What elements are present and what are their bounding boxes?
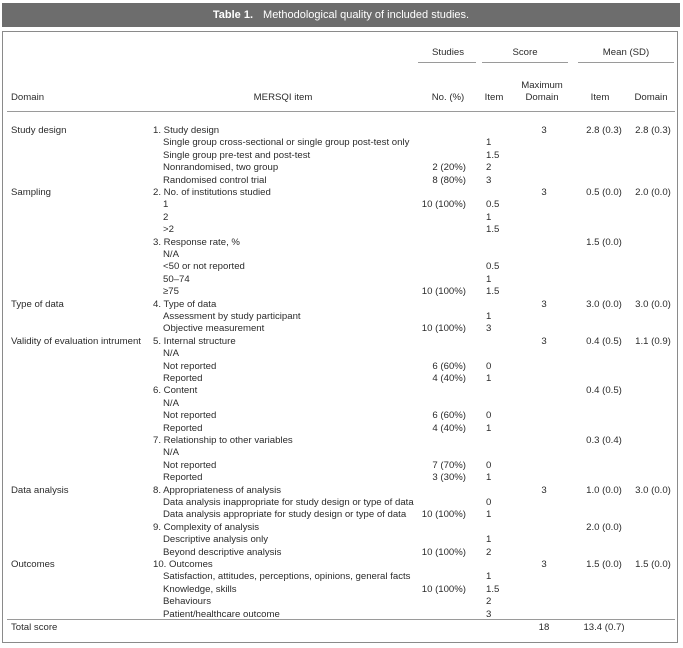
cell-score-item: 1 xyxy=(486,373,492,384)
cell-mean-item: 0.4 (0.5) xyxy=(586,335,622,347)
cell-mersqi-item: Beyond descriptive analysis xyxy=(163,546,282,558)
cell-mean-domain: 1.1 (0.9) xyxy=(635,335,671,347)
cell-mersqi-item: 1 xyxy=(163,199,169,211)
cell-mersqi-item: N/A xyxy=(163,348,179,360)
total-max: 18 xyxy=(538,622,550,633)
cell-score-item: 1 xyxy=(486,472,492,484)
cell-score-item: 1 xyxy=(486,273,492,285)
cell-score-item: 1.5 xyxy=(486,583,500,595)
cell-mean-domain: 3.0 (0.0) xyxy=(635,298,671,310)
cell-score-item: 0.5 xyxy=(486,261,500,273)
cell-mean-item: 1.5 (0.0) xyxy=(586,236,622,248)
cell-score-item: 1.5 xyxy=(486,224,500,236)
cell-no-pct: 10 (100%) xyxy=(421,199,466,211)
cell-max-domain: 3 xyxy=(541,187,547,198)
cell-mersqi-item: 6. Content xyxy=(153,385,198,397)
cell-mersqi-item: Data analysis inappropriate for study design or type of data xyxy=(163,497,414,508)
cell-mersqi-item: 2 xyxy=(163,211,169,223)
header-studies: Studies xyxy=(432,47,464,58)
cell-mean-item: 2.0 (0.0) xyxy=(586,521,622,533)
cell-max-domain: 3 xyxy=(541,298,547,310)
cell-mean-item: 2.8 (0.3) xyxy=(586,125,622,136)
cell-mersqi-item: 5. Internal structure xyxy=(153,335,236,347)
cell-score-item: 1 xyxy=(486,137,492,149)
cell-no-pct: 8 (80%) xyxy=(432,174,466,186)
cell-mersqi-item: Reported xyxy=(163,373,203,384)
cell-no-pct: 10 (100%) xyxy=(421,546,466,558)
table-label: Table 1. xyxy=(212,9,254,21)
cell-score-item: 1 xyxy=(486,571,492,583)
cell-mersqi-item: Satisfaction, attitudes, perceptions, opinions, general facts xyxy=(163,571,411,583)
cell-mersqi-item: 9. Complexity of analysis xyxy=(153,521,260,533)
cell-mean-domain: 3.0 (0.0) xyxy=(635,484,671,496)
cell-no-pct: 10 (100%) xyxy=(421,509,466,521)
cell-mersqi-item: Behaviours xyxy=(163,596,211,608)
cell-score-item: 1 xyxy=(486,509,492,521)
cell-mean-item: 1.0 (0.0) xyxy=(586,484,622,496)
cell-no-pct: 7 (70%) xyxy=(432,459,466,471)
col-domain: Domain xyxy=(11,92,45,103)
cell-mersqi-item: >2 xyxy=(163,224,174,236)
cell-mersqi-item: N/A xyxy=(163,397,179,409)
cell-mean-domain: 2.8 (0.3) xyxy=(635,125,671,136)
cell-mersqi-item: N/A xyxy=(163,447,179,459)
cell-mersqi-item: <50 or not reported xyxy=(163,261,245,273)
cell-mersqi-item: Not reported xyxy=(163,410,217,422)
cell-score-item: 1 xyxy=(486,311,492,322)
cell-max-domain: 3 xyxy=(541,559,547,570)
cell-score-item: 3 xyxy=(486,323,492,335)
cell-mersqi-item: 10. Outcomes xyxy=(153,559,213,570)
cell-mean-item: 3.0 (0.0) xyxy=(586,298,622,310)
cell-score-item: 2 xyxy=(486,596,492,608)
cell-score-item: 0 xyxy=(486,459,492,471)
cell-mersqi-item: Assessment by study participant xyxy=(163,311,301,322)
cell-mersqi-item: 4. Type of data xyxy=(153,298,217,310)
col-max-domain: Domain xyxy=(525,92,559,103)
cell-mean-item: 0.3 (0.4) xyxy=(586,435,622,446)
table-caption: Methodological quality of included studies. xyxy=(263,9,470,21)
total-mean-item: 13.4 (0.7) xyxy=(583,622,625,633)
total-label: Total score xyxy=(11,622,58,633)
col-no-pct: No. (%) xyxy=(431,92,465,103)
cell-mersqi-item: 8. Appropriateness of analysis xyxy=(153,484,281,496)
cell-score-item: 1.5 xyxy=(486,286,500,298)
cell-no-pct: 10 (100%) xyxy=(421,286,466,298)
cell-no-pct: 10 (100%) xyxy=(421,323,466,335)
cell-score-item: 1 xyxy=(486,211,492,223)
cell-mersqi-item: 2. No. of institutions studied xyxy=(153,187,271,198)
cell-mersqi-item: Reported xyxy=(163,472,203,484)
cell-domain: Validity of evaluation intrument xyxy=(11,335,141,347)
cell-score-item: 0 xyxy=(486,410,492,422)
cell-domain: Data analysis xyxy=(11,484,69,496)
cell-mersqi-item: Objective measurement xyxy=(163,323,265,335)
cell-no-pct: 2 (20%) xyxy=(432,162,466,174)
cell-mersqi-item: Nonrandomised, two group xyxy=(163,162,279,174)
cell-mersqi-item: Not reported xyxy=(163,360,217,372)
cell-domain: Type of data xyxy=(11,298,64,310)
cell-mersqi-item: ≥75 xyxy=(163,286,179,298)
cell-score-item: 1.5 xyxy=(486,149,500,161)
cell-mersqi-item: 7. Relationship to other variables xyxy=(153,435,293,446)
cell-max-domain: 3 xyxy=(541,335,547,347)
header-mean-sd: Mean (SD) xyxy=(602,47,650,58)
col-maximum: Maximum xyxy=(521,80,563,91)
table-title-bar xyxy=(2,3,680,27)
col-mean-item: Item xyxy=(590,92,610,103)
cell-mean-item: 0.4 (0.5) xyxy=(586,385,622,397)
cell-mersqi-item: Randomised control trial xyxy=(163,174,267,186)
cell-max-domain: 3 xyxy=(541,484,547,496)
cell-mersqi-item: Single group cross-sectional or single group post-test only xyxy=(163,137,410,149)
cell-mean-domain: 2.0 (0.0) xyxy=(635,187,671,198)
cell-mean-item: 0.5 (0.0) xyxy=(586,187,622,198)
cell-mersqi-item: Data analysis appropriate for study design or type of data xyxy=(163,509,407,521)
mean-underline xyxy=(578,62,674,63)
studies-underline xyxy=(418,62,476,63)
cell-score-item: 0 xyxy=(486,360,492,372)
total-rule xyxy=(7,619,675,620)
cell-domain: Study design xyxy=(11,125,67,136)
cell-no-pct: 10 (100%) xyxy=(421,583,466,595)
cell-domain: Outcomes xyxy=(11,559,55,570)
cell-score-item: 1 xyxy=(486,534,492,546)
cell-no-pct: 6 (60%) xyxy=(432,360,466,372)
cell-mersqi-item: Reported xyxy=(163,422,203,434)
cell-score-item: 1 xyxy=(486,422,492,434)
cell-no-pct: 4 (40%) xyxy=(432,373,466,384)
cell-no-pct: 4 (40%) xyxy=(432,422,466,434)
cell-mersqi-item: 50–74 xyxy=(163,273,190,285)
cell-no-pct: 6 (60%) xyxy=(432,410,466,422)
cell-mean-item: 1.5 (0.0) xyxy=(586,559,622,570)
cell-mersqi-item: Patient/healthcare outcome xyxy=(163,608,280,620)
col-score-item: Item xyxy=(484,92,504,103)
cell-no-pct: 3 (30%) xyxy=(432,472,466,484)
cell-score-item: 3 xyxy=(486,608,492,620)
col-mean-domain: Domain xyxy=(634,92,668,103)
cell-mersqi-item: Knowledge, skills xyxy=(163,583,237,595)
cell-mersqi-item: Not reported xyxy=(163,459,217,471)
score-underline xyxy=(482,62,568,63)
cell-score-item: 2 xyxy=(486,162,492,174)
header-rule xyxy=(7,111,675,112)
cell-mersqi-item: Descriptive analysis only xyxy=(163,534,269,546)
cell-score-item: 0.5 xyxy=(486,199,500,211)
cell-max-domain: 3 xyxy=(541,125,547,136)
cell-score-item: 0 xyxy=(486,497,492,508)
cell-mersqi-item: Single group pre-test and post-test xyxy=(163,149,311,161)
cell-mersqi-item: N/A xyxy=(163,249,179,260)
header-score: Score xyxy=(512,47,538,58)
cell-mersqi-item: 1. Study design xyxy=(153,125,220,136)
cell-mean-domain: 1.5 (0.0) xyxy=(635,559,671,570)
cell-mersqi-item: 3. Response rate, % xyxy=(153,236,240,248)
cell-score-item: 3 xyxy=(486,174,492,186)
cell-domain: Sampling xyxy=(11,187,51,198)
col-mersqi-item: MERSQI item xyxy=(253,92,313,103)
cell-score-item: 2 xyxy=(486,546,492,558)
